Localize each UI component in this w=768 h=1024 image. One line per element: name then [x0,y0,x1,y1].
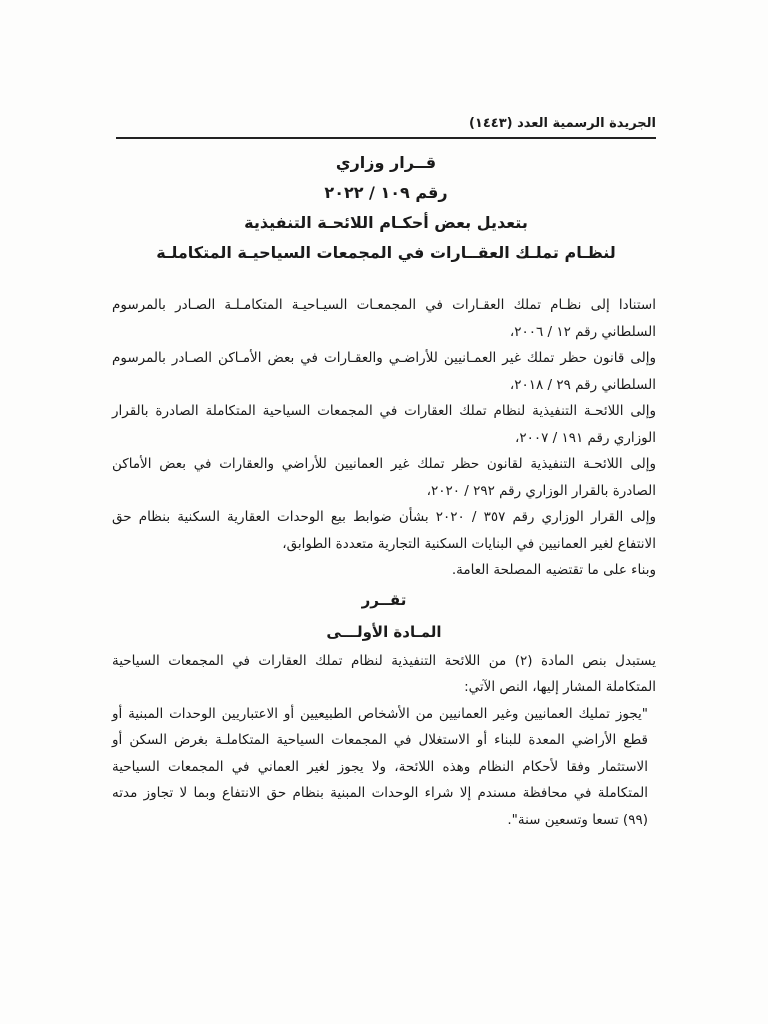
title-line-1: قــرار وزاري [335,153,437,172]
running-header: الجريدة الرسمية العدد (١٤٤٣) [468,116,656,131]
title-line-2: رقم ١٠٩ / ٢٠٢٢ [324,183,448,202]
decision-title [116,148,656,268]
article-text: "يجوز تمليك العمانيين وغير العمانيين من الأشخاص الطبيعيين أو الاعتباريين الوحدات المبنية أو قطع الأراضي المعدة للبناء أو الاستغلال في المجمعات السياحية المتكاملـة بغرض السكن أو الاستثمار وفقا لأحكام النظام وهذه اللائحة، ولا يجوز لغير العماني في المجمعات السياحية المتكاملة في محافظة مسندم إلا شراء الوحدات المبنية بنظام حق الانتفاع وبما لا تجاوز مدته (٩٩) تسعا وتسعين سنة". [112,705,648,828]
header-rule [116,137,656,139]
article-heading: المـادة الأولـــى [326,622,442,641]
preamble-paragraph: وبناء على ما تقتضيه المصلحة العامة. [451,562,656,578]
preamble-paragraph: وإلى القرار الوزاري رقم ٣٥٧ / ٢٠٢٠ بشأن ضوابط بيع الوحدات العقارية السكنية بنظام حق الانتفاع لغير العمانيين في البنايات السكنية التجارية متعددة الطوابق، [112,509,656,552]
title-line-4: لنظـام تملـك العقــارات في المجمعات السياحيـة المتكاملـة [156,243,616,262]
decides-heading: تقــرر [361,590,407,609]
preamble-paragraph: وإلى اللائحـة التنفيذية لنظام تملك العقارات في المجمعات السياحية المتكاملة الصادرة بالقرار الوزاري رقم ١٩١ / ٢٠٠٧، [112,403,656,446]
article-intro: يستبدل بنص المادة (٢) من اللائحة التنفيذية لنظام تملك العقارات في المجمعات السياحية المتكاملة المشار إليها، النص الآتي: [112,652,656,695]
title-line-3: بتعديل بعض أحكـام اللائحـة التنفيذية [244,213,528,232]
preamble-paragraph: وإلى قانون حظر تملك غير العمـانيين للأراضـي والعقـارات في بعض الأمـاكن الصـادر بالمرسوم السلطاني رقم ٢٩ / ٢٠١٨، [112,350,656,393]
document-body [112,292,656,833]
preamble-paragraph: استنادا إلى نظـام تملك العقـارات في المجمعـات السيـاحيـة المتكامـلـة الصـادر بالمرسوم السلطاني رقم ١٢ / ٢٠٠٦، [112,297,656,340]
preamble-paragraph: وإلى اللائحـة التنفيذية لقانون حظر تملك غير العمانيين للأراضي والعقارات في بعض الأماكن الصادرة بالقرار الوزاري رقم ٢٩٢ / ٢٠٢٠، [112,456,656,499]
